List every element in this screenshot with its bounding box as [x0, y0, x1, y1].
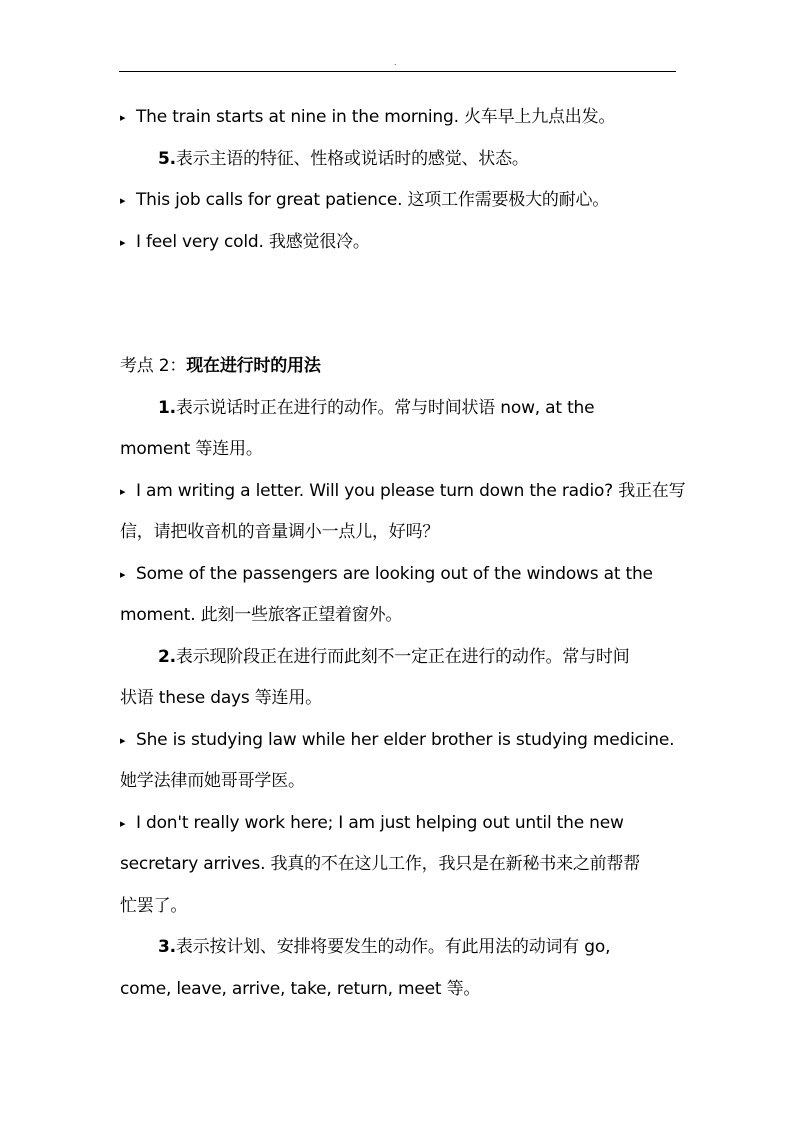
header-mark: .: [394, 58, 397, 67]
rule-number: 3.: [158, 937, 176, 957]
rule-continuation: [120, 429, 676, 471]
example-continuation: [120, 844, 676, 886]
rule-line: [120, 637, 676, 679]
rule-continuation: [120, 969, 676, 1011]
rule-text: moment 等连用。: [120, 439, 263, 459]
example-line: [120, 471, 686, 513]
section-gap: [120, 263, 676, 346]
example-text: I am writing a letter. Will you please turn down the radio? 我正在写: [136, 480, 686, 501]
rule-line: [120, 927, 676, 969]
rule-text: come, leave, arrive, take, return, meet 等。: [120, 978, 481, 999]
example-line: [120, 803, 676, 845]
document-body: [120, 97, 686, 1010]
bullet-arrow-icon: ▸: [120, 111, 126, 124]
bullet-arrow-icon: ▸: [120, 235, 126, 249]
rule-number: 2.: [158, 646, 176, 667]
header-rule: [119, 71, 676, 72]
rule-text: 状语 these days 等连用。: [120, 688, 322, 708]
bullet-arrow-icon: ▸: [120, 194, 126, 207]
heading-label: 考点 2：: [120, 356, 187, 376]
example-text: moment. 此刻一些旅客正望着窗外。: [120, 605, 403, 625]
rule-text: 表示按计划、安排将要发生的动作。有此用法的动词有 go,: [175, 937, 611, 957]
example-text: I don't really work here; I am just helping out until the new: [136, 812, 624, 833]
example-text: 忙罢了。: [120, 895, 188, 916]
rule-line: [120, 388, 676, 430]
example-continuation: [120, 595, 676, 637]
bullet-arrow-icon: ▸: [120, 567, 126, 581]
example-line: [120, 720, 676, 762]
bullet-arrow-icon: ▸: [120, 816, 126, 830]
example-text: secretary arrives. 我真的不在这儿工作，我只是在新秘书来之前帮帮: [120, 854, 641, 874]
example-continuation: [120, 761, 676, 803]
example-continuation: [120, 886, 676, 928]
example-line: [120, 554, 676, 596]
example-text: 信，请把收音机的音量调小一点儿，好吗？: [120, 522, 440, 542]
bullet-arrow-icon: ▸: [120, 733, 126, 747]
example-continuation: [120, 512, 676, 554]
rule-number: 1.: [158, 397, 176, 418]
rule-number: 5.: [158, 148, 176, 169]
example-text: The train starts at nine in the morning. 火车早上九点出发。: [136, 107, 616, 127]
example-text: I feel very cold. 我感觉很冷。: [136, 231, 370, 252]
example-line: [120, 180, 676, 222]
rule-text: 表示主语的特征、性格或说话时的感觉、状态。: [175, 148, 529, 169]
example-text: She is studying law while her elder brother is studying medicine.: [136, 729, 675, 750]
rule-text: 表示现阶段正在进行而此刻不一定正在进行的动作。常与时间: [175, 646, 630, 667]
example-line: [120, 97, 676, 139]
example-text: 她学法律而她哥哥学医。: [120, 771, 305, 791]
rule-line: [120, 139, 676, 181]
bullet-arrow-icon: ▸: [120, 484, 126, 498]
example-text: This job calls for great patience. 这项工作需要极大的耐心。: [136, 190, 610, 210]
rule-text: 表示说话时正在进行的动作。常与时间状语 now, at the: [175, 397, 595, 418]
rule-continuation: [120, 678, 676, 720]
section-heading: [120, 346, 676, 388]
example-text: Some of the passengers are looking out of the windows at the: [136, 563, 653, 584]
heading-title: 现在进行时的用法: [186, 356, 321, 376]
example-line: [120, 222, 676, 264]
